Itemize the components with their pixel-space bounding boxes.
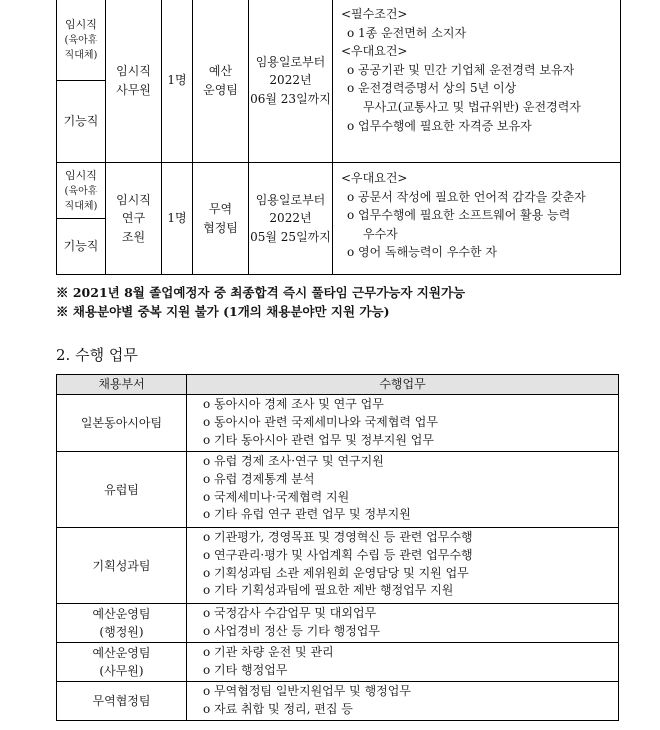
- requirement-heading: <필수조건>: [341, 7, 408, 21]
- section-title: 2. 수행 업무: [56, 346, 138, 364]
- duty-item: o 기관 차량 운전 및 관리: [203, 645, 334, 659]
- requirement-item: o 업무수행에 필요한 자격증 보유자: [347, 118, 532, 133]
- period-cell: [249, 0, 333, 163]
- duty-item: o 유럽 경제통계 분석: [203, 471, 315, 486]
- department-subname: (행정원): [99, 625, 144, 639]
- department-name: 예산운영팀: [92, 646, 151, 660]
- duty-item: o 무역협정팀 일반지원업무 및 행정업무: [203, 684, 411, 698]
- employment-type-note: 직대체): [64, 50, 98, 62]
- department-subname: (사무원): [99, 664, 144, 678]
- duty-row: [57, 604, 619, 643]
- headcount: 1명: [167, 73, 187, 88]
- duty-items: [187, 395, 619, 452]
- employment-type-note: (육아휴: [64, 35, 98, 47]
- duty-items: [187, 604, 619, 643]
- position-row: [57, 0, 621, 81]
- department: 운영팀: [203, 82, 238, 97]
- employment-type-cell: [57, 0, 106, 81]
- duties-header-row: [57, 375, 619, 395]
- requirement-item: o 영어 독해능력이 우수한 자: [347, 245, 497, 260]
- period: 2022년: [269, 211, 312, 226]
- position-row: [57, 163, 621, 219]
- job-title: 임시직: [116, 63, 151, 78]
- job-class: 기능직: [63, 239, 99, 254]
- duty-item: o 연구관리·평가 및 사업계획 수립 등 관련 업무수행: [203, 547, 473, 562]
- duty-item: o 기타 기획성과팀에 필요한 제반 행정업무 지원: [203, 583, 454, 598]
- department-name: 일본동아시아팀: [80, 416, 163, 430]
- duty-row: [57, 395, 619, 452]
- notes: [56, 283, 465, 322]
- duty-item: o 유럽 경제 조사·연구 및 연구지원: [203, 454, 384, 468]
- note-no-duplicate: ※ 채용분야별 중복 지원 불가 (1개의 채용분야만 지원 가능): [56, 304, 390, 320]
- job-title: 연구: [121, 211, 146, 226]
- period: 06월 23일까지: [250, 91, 331, 106]
- department-name: 무역협정팀: [92, 694, 151, 708]
- duty-department: [57, 682, 187, 721]
- duty-item: o 기획성과팀 소관 제위원회 운영담당 및 지원 업무: [203, 565, 469, 580]
- duty-item: o 기타 유럽 연구 관련 업무 및 정부지원: [203, 507, 411, 522]
- duty-item: o 기타 동아시아 관련 업무 및 정부지원 업무: [203, 432, 434, 447]
- job-title: 조원: [121, 229, 146, 244]
- period-cell: [249, 163, 333, 275]
- duty-department: [57, 643, 187, 682]
- header-department: 채용부서: [57, 375, 187, 395]
- period: 2022년: [269, 73, 312, 88]
- requirement-item-continued: 우수자: [363, 226, 398, 241]
- requirement-heading: <우대요건>: [341, 171, 408, 185]
- job-class: 기능직: [63, 114, 99, 129]
- job-class-cell: [57, 81, 106, 163]
- job-title-cell: [106, 163, 162, 275]
- duty-item: o 기타 행정업무: [203, 662, 288, 677]
- requirements-cell: [333, 163, 621, 275]
- job-class-cell: [57, 219, 106, 275]
- duty-item: o 자료 취합 및 정리, 편집 등: [203, 701, 353, 716]
- duty-row: [57, 452, 619, 528]
- duty-item: o 동아시아 관련 국제세미나와 국제협력 업무: [203, 414, 438, 429]
- headcount-cell: [162, 0, 193, 163]
- department: 예산: [208, 63, 233, 78]
- job-title: 임시직: [116, 192, 151, 207]
- department-name: 기획성과팀: [92, 558, 151, 573]
- department-name: 예산운영팀: [92, 607, 151, 621]
- headcount-cell: [162, 163, 193, 275]
- duty-department: [57, 604, 187, 643]
- duty-department: [57, 395, 187, 452]
- headcount: 1명: [167, 211, 187, 226]
- duty-item: o 기관평가, 경영목표 및 경영혁신 등 관련 업무수행: [203, 530, 473, 544]
- requirement-item-continued: 무사고(교통사고 및 법규위반) 운전경력자: [363, 99, 581, 114]
- duty-row: [57, 643, 619, 682]
- department: 협정팀: [203, 220, 238, 235]
- job-requirements-table: [56, 0, 621, 275]
- duty-row: [57, 682, 619, 721]
- period: 임용일로부터: [255, 192, 326, 207]
- duty-items: [187, 643, 619, 682]
- duty-item: o 사업경비 정산 등 기타 행정업무: [203, 623, 380, 638]
- duty-department: [57, 452, 187, 528]
- duty-item: o 국정감사 수감업무 및 대외업무: [203, 606, 377, 620]
- period: 05월 25일까지: [250, 229, 331, 244]
- note-graduates: ※ 2021년 8월 졸업예정자 중 최종합격 즉시 풀타임 근무가능자 지원가능: [56, 285, 466, 300]
- duty-items: [187, 682, 619, 721]
- requirement-item: o 업무수행에 필요한 소프트웨어 활용 능력: [347, 208, 571, 223]
- job-title-cell: [106, 0, 162, 163]
- duty-department: [57, 528, 187, 604]
- employment-type: 임시직: [65, 17, 97, 31]
- department-cell: [193, 0, 249, 163]
- duties-table: [56, 374, 619, 721]
- duty-items: [187, 452, 619, 528]
- requirement-item: o 1종 운전면허 소지자: [347, 25, 467, 40]
- department: 무역: [208, 201, 233, 216]
- department-cell: [193, 163, 249, 275]
- duty-items: [187, 528, 619, 604]
- employment-type-cell: [57, 163, 106, 219]
- duty-item: o 국제세미나·국제협력 지원: [203, 489, 350, 504]
- requirement-item: o 공공기관 및 민간 기업체 운전경력 보유자: [347, 62, 575, 77]
- requirement-item: o 공문서 작성에 필요한 언어적 감각을 갖춘자: [347, 189, 586, 204]
- duty-item: o 동아시아 경제 조사 및 연구 업무: [203, 397, 384, 411]
- header-duties: 수행업무: [187, 375, 619, 395]
- employment-type: 임시직: [65, 168, 97, 182]
- department-name: 유럽팀: [104, 482, 139, 497]
- period: 임용일로부터: [255, 54, 326, 69]
- duty-row: [57, 528, 619, 604]
- requirement-heading: <우대요건>: [341, 44, 408, 59]
- requirements-cell: [333, 0, 621, 163]
- employment-type-note: (육아휴: [64, 186, 98, 198]
- job-title: 사무원: [116, 82, 151, 97]
- employment-type-note: 직대체): [64, 201, 98, 213]
- requirement-item: o 운전경력증명서 상의 5년 이상: [347, 81, 517, 96]
